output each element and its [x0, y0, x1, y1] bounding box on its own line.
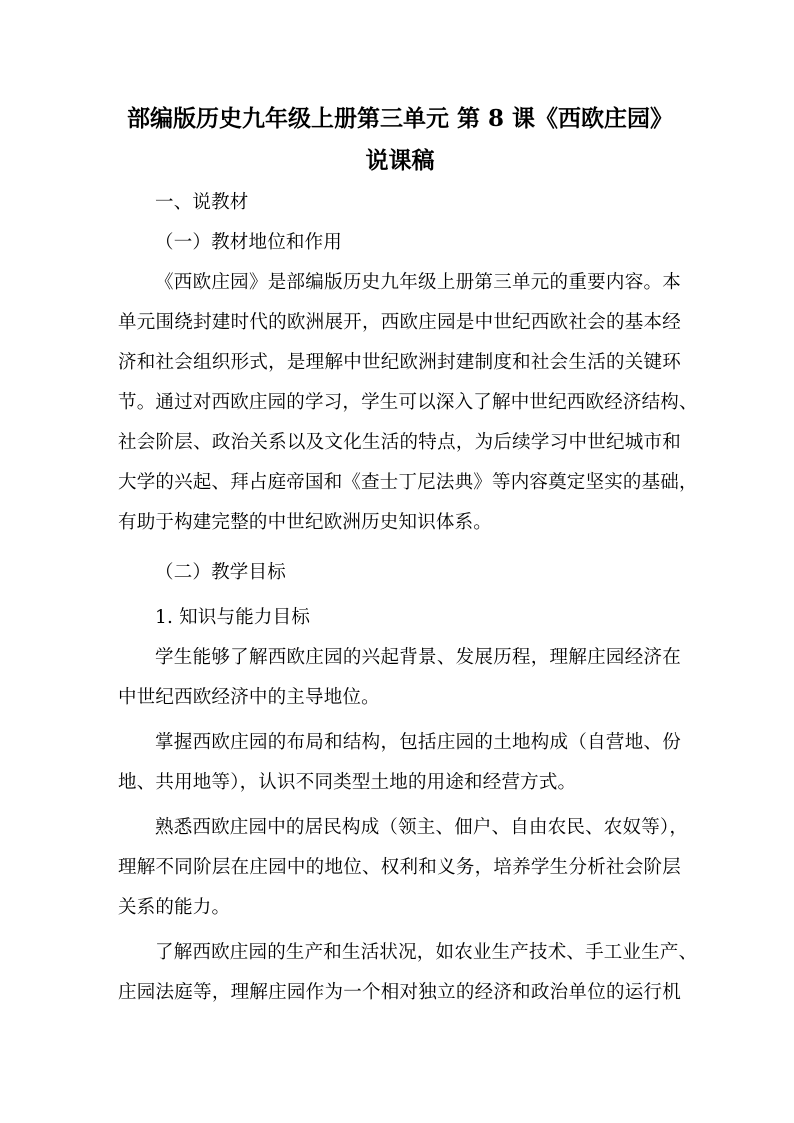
paragraph-line: 中世纪西欧经济中的主导地位。 — [118, 687, 380, 708]
subsection-heading: （二）教学目标 — [155, 562, 286, 583]
paragraph-line: 《西欧庄园》是部编版历史九年级上册第三单元的重要内容。本 — [155, 272, 681, 293]
paragraph-line: 理解不同阶层在庄园中的地位、权利和义务，培养学生分析社会阶层 — [118, 857, 681, 878]
subsection-heading: 1. 知识与能力目标 — [155, 607, 311, 628]
paragraph-line: 有助于构建完整的中世纪欧洲历史知识体系。 — [118, 512, 493, 533]
section-heading: 一、说教材 — [155, 192, 249, 213]
paragraph-line: 学生能够了解西欧庄园的兴起背景、发展历程，理解庄园经济在 — [155, 647, 681, 668]
paragraph-line: 大学的兴起、拜占庭帝国和《查士丁尼法典》等内容奠定坚实的基础， — [118, 472, 698, 493]
paragraph-line: 单元围绕封建时代的欧洲展开，西欧庄园是中世纪西欧社会的基本经 — [118, 312, 681, 333]
document-title: 部编版历史九年级上册第三单元 第 8 课《西欧庄园》 — [126, 105, 674, 132]
paragraph-line: 了解西欧庄园的生产和生活状况，如农业生产技术、手工业生产、 — [155, 942, 698, 963]
paragraph-line: 关系的能力。 — [118, 897, 231, 918]
paragraph-line: 节。通过对西欧庄园的学习，学生可以深入了解中世纪西欧经济结构、 — [118, 392, 698, 413]
document-title-line2: 说课稿 — [365, 147, 435, 174]
paragraph-line: 济和社会组织形式，是理解中世纪欧洲封建制度和社会生活的关键环 — [118, 352, 681, 373]
paragraph-line: 地、共用地等），认识不同类型土地的用途和经营方式。 — [118, 772, 577, 793]
subsection-heading: （一）教材地位和作用 — [155, 232, 343, 253]
paragraph-line: 社会阶层、政治关系以及文化生活的特点，为后续学习中世纪城市和 — [118, 432, 681, 453]
paragraph-line: 庄园法庭等，理解庄园作为一个相对独立的经济和政治单位的运行机 — [118, 982, 681, 1003]
paragraph-line: 熟悉西欧庄园中的居民构成（领主、佃户、自由农民、农奴等）， — [155, 817, 689, 838]
paragraph-line: 掌握西欧庄园的布局和结构，包括庄园的土地构成（自营地、份 — [155, 732, 681, 753]
